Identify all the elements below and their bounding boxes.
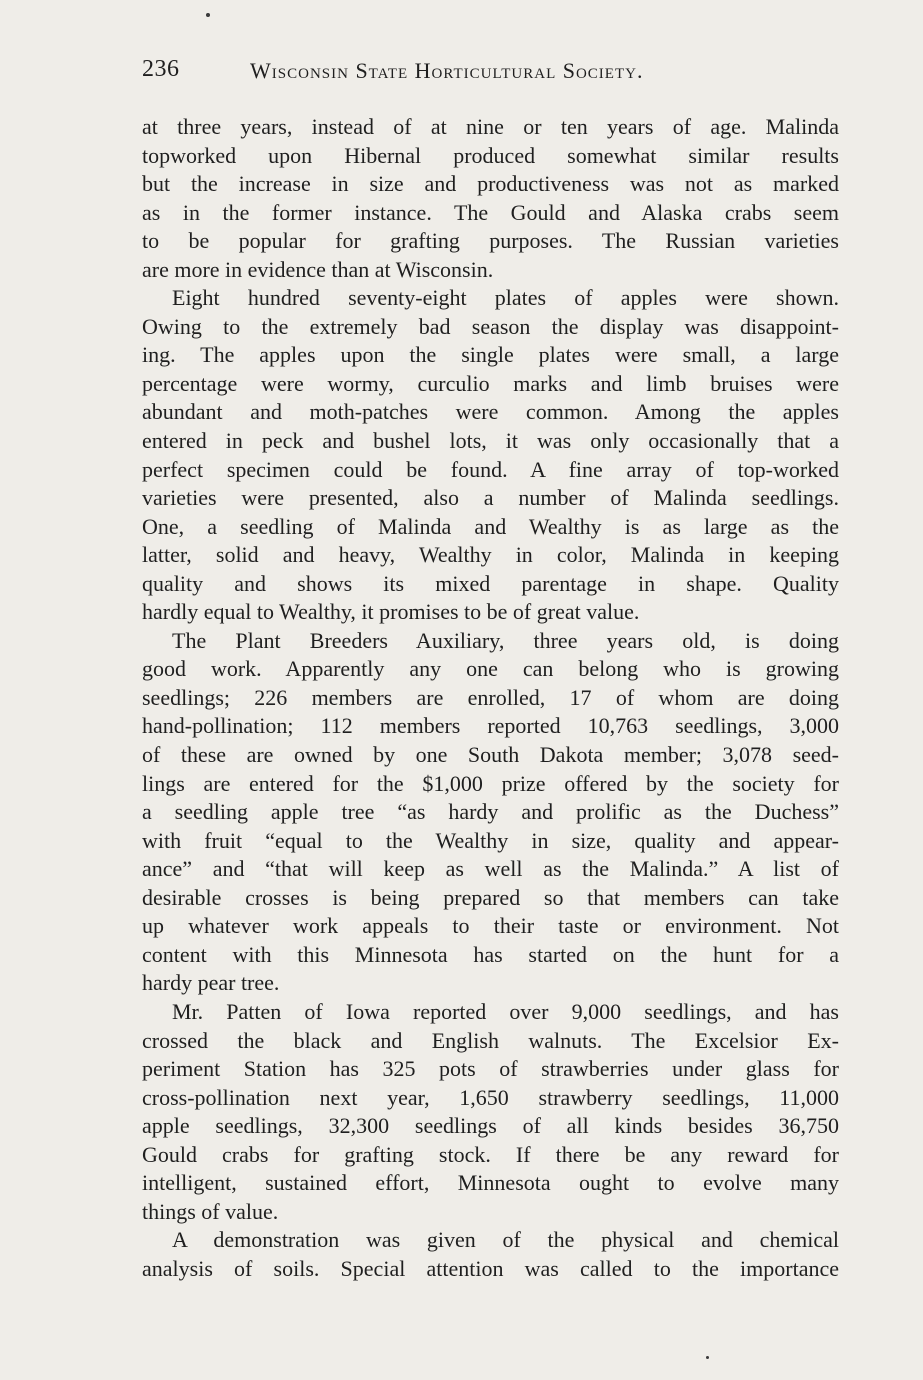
text-line: The Plant Breeders Auxiliary, three years old, is doing	[172, 627, 839, 653]
text-line: things of value.	[142, 1198, 279, 1224]
page-header	[142, 56, 842, 88]
text-line: but the increase in size and productiveness was not as marked	[142, 171, 839, 197]
text-line: topworked upon Hibernal produced somewhat similar results	[142, 142, 839, 168]
text-line: entered in peck and bushel lots, it was only occasionally that a	[142, 428, 839, 454]
ink-speck	[706, 1356, 709, 1359]
text-line: good work. Apparently any one can belong who is growing	[142, 656, 839, 682]
text-line: hardy pear tree.	[142, 970, 280, 996]
ink-speck	[206, 13, 210, 17]
text-line: hand-pollination; 112 members reported 10,763 seedlings, 3,000	[142, 713, 839, 739]
text-line: quality and shows its mixed parentage in shape. Quality	[142, 570, 839, 596]
paragraph	[142, 627, 839, 998]
text-line: with fruit “equal to the Wealthy in size, quality and appear-	[142, 827, 839, 853]
text-line: perfect specimen could be found. A fine array of top-worked	[142, 456, 839, 482]
text-line: intelligent, sustained effort, Minnesota ought to evolve many	[142, 1170, 839, 1196]
text-line: at three years, instead of at nine or ten years of age. Malinda	[142, 114, 839, 139]
text-line: analysis of soils. Special attention was called to the importance	[142, 1255, 839, 1281]
text-line: seedlings; 226 members are enrolled, 17 of whom are doing	[142, 684, 839, 710]
text-line: periment Station has 325 pots of strawberries under glass for	[142, 1056, 839, 1082]
paragraph	[142, 284, 839, 627]
text-line: apple seedlings, 32,300 seedlings of all kinds besides 36,750	[142, 1113, 839, 1139]
paragraph	[142, 113, 839, 284]
text-line: ance” and “that will keep as well as the Malinda.” A list of	[142, 856, 839, 882]
body-text	[142, 113, 839, 1283]
text-line: latter, solid and heavy, Wealthy in color, Malinda in keeping	[142, 542, 839, 568]
text-line: a seedling apple tree “as hardy and prolific as the Duchess”	[142, 799, 839, 825]
page-number: 236	[142, 56, 180, 82]
text-line: Owing to the extremely bad season the display was disappoint-	[142, 313, 839, 339]
text-line: as in the former instance. The Gould and Alaska crabs seem	[142, 199, 839, 225]
text-line: up whatever work appeals to their taste or environment. Not	[142, 913, 839, 939]
text-line: One, a seedling of Malinda and Wealthy is as large as the	[142, 513, 839, 539]
text-line: content with this Minnesota has started on the hunt for a	[142, 941, 839, 967]
text-line: cross-pollination next year, 1,650 strawberry seedlings, 11,000	[142, 1084, 839, 1110]
paragraph	[142, 998, 839, 1226]
paragraph	[142, 1226, 839, 1283]
text-line: Mr. Patten of Iowa reported over 9,000 seedlings, and has	[172, 998, 839, 1024]
text-line: desirable crosses is being prepared so that members can take	[142, 884, 839, 910]
text-line: are more in evidence than at Wisconsin.	[142, 256, 494, 282]
text-line: Gould crabs for grafting stock. If there be any reward for	[142, 1141, 839, 1167]
text-line: Eight hundred seventy-eight plates of apples were shown.	[172, 285, 839, 311]
text-line: A demonstration was given of the physical and chemical	[172, 1227, 839, 1253]
text-line: crossed the black and English walnuts. The Excelsior Ex-	[142, 1027, 839, 1053]
text-line: abundant and moth-patches were common. Among the apples	[142, 399, 839, 425]
text-line: varieties were presented, also a number of Malinda seedlings.	[142, 485, 839, 511]
text-line: hardly equal to Wealthy, it promises to be of great value.	[142, 599, 640, 625]
text-line: ing. The apples upon the single plates were small, a large	[142, 342, 839, 368]
text-line: to be popular for grafting purposes. The Russian varieties	[142, 228, 839, 254]
running-head: Wisconsin State Horticultural Society.	[250, 58, 644, 83]
text-line: lings are entered for the $1,000 prize offered by the society for	[142, 770, 839, 796]
text-line: percentage were wormy, curculio marks and limb bruises were	[142, 370, 839, 396]
text-line: of these are owned by one South Dakota member; 3,078 seed-	[142, 742, 839, 768]
